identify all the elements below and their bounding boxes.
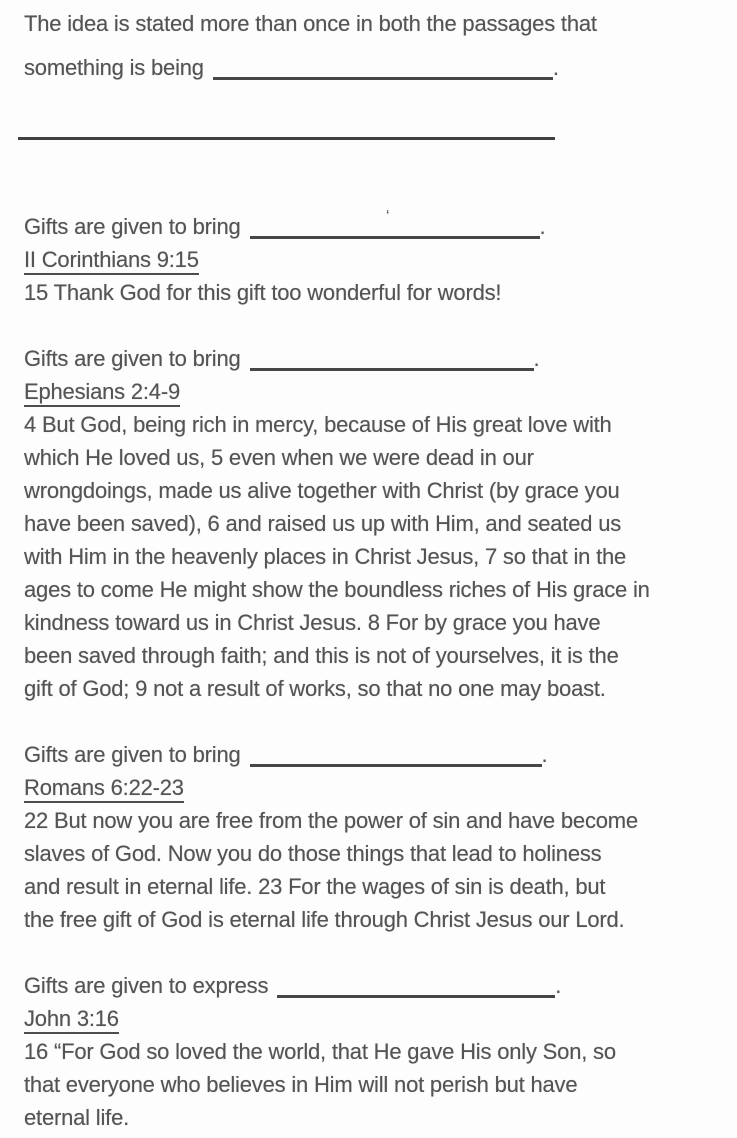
intro-line-1: The idea is stated more than once in both the passages that — [24, 11, 597, 36]
reference-line — [24, 771, 717, 804]
verse-line: wrongdoings, made us alive together with Christ (by grace you — [24, 478, 620, 503]
standalone-answer-line — [18, 137, 555, 140]
fill-in-blank-line — [277, 973, 555, 998]
verse-line: gift of God; 9 not a result of works, so that no one may boast. — [24, 676, 606, 701]
prompt-period: . — [539, 214, 546, 239]
prompt-line — [24, 738, 717, 771]
intro-line-2 — [24, 46, 717, 90]
fill-in-blank-line — [250, 214, 540, 239]
scan-artifact-mark: ‘ — [386, 207, 390, 224]
prompt-line — [24, 969, 717, 1002]
verse-text — [24, 1035, 717, 1134]
verse-line: slaves of God. Now you do those things that lead to holiness — [24, 841, 602, 866]
scripture-reference: Romans 6:22-23 — [24, 776, 184, 803]
verse-line: the free gift of God is eternal life through Christ Jesus our Lord. — [24, 907, 625, 932]
verse-line: that everyone who believes in Him will not perish but have — [24, 1072, 578, 1097]
verse-line: 15 Thank God for this gift too wonderful for words! — [24, 280, 502, 305]
prompt-period: . — [533, 346, 540, 371]
reference-line — [24, 243, 717, 276]
scripture-reference: II Corinthians 9:15 — [24, 248, 199, 275]
worksheet-section-ephesians — [24, 342, 717, 705]
prompt-text: Gifts are given to bring — [24, 346, 241, 371]
verse-text — [24, 408, 717, 705]
verse-text — [24, 276, 717, 309]
reference-line — [24, 375, 717, 408]
worksheet-section-john — [24, 969, 717, 1134]
prompt-period: . — [555, 973, 562, 998]
verse-line: 16 “For God so loved the world, that He gave His only Son, so — [24, 1039, 616, 1064]
verse-line: been saved through faith; and this is not of yourselves, it is the — [24, 643, 619, 668]
fill-in-blank-line — [250, 346, 534, 371]
scripture-reference: Ephesians 2:4-9 — [24, 380, 180, 407]
verse-line: with Him in the heavenly places in Christ Jesus, 7 so that in the — [24, 544, 627, 569]
verse-line: kindness toward us in Christ Jesus. 8 For by grace you have — [24, 610, 601, 635]
prompt-period: . — [541, 742, 548, 767]
fill-in-blank-line — [213, 55, 553, 80]
intro-line-2-text: something is being — [24, 55, 204, 80]
intro-period: . — [552, 55, 559, 80]
worksheet-section-corinthians — [24, 207, 717, 309]
verse-line: and result in eternal life. 23 For the wages of sin is death, but — [24, 874, 606, 899]
verse-line: 4 But God, being rich in mercy, because of His great love with — [24, 412, 612, 437]
prompt-line — [24, 207, 717, 243]
worksheet-section-romans — [24, 738, 717, 936]
reference-line — [24, 1002, 717, 1035]
prompt-text: Gifts are given to bring — [24, 742, 241, 767]
prompt-line — [24, 342, 717, 375]
intro-paragraph — [24, 2, 717, 90]
verse-line: which He loved us, 5 even when we were dead in our — [24, 445, 534, 470]
verse-line: 22 But now you are free from the power of sin and have become — [24, 808, 638, 833]
prompt-text: Gifts are given to express — [24, 973, 269, 998]
verse-line: eternal life. — [24, 1105, 130, 1130]
prompt-text: Gifts are given to bring — [24, 214, 241, 239]
verse-line: ages to come He might show the boundless riches of His grace in — [24, 577, 650, 602]
verse-text — [24, 804, 717, 936]
scripture-reference: John 3:16 — [24, 1007, 119, 1034]
verse-line: have been saved), 6 and raised us up with Him, and seated us — [24, 511, 622, 536]
fill-in-blank-line — [250, 742, 542, 767]
